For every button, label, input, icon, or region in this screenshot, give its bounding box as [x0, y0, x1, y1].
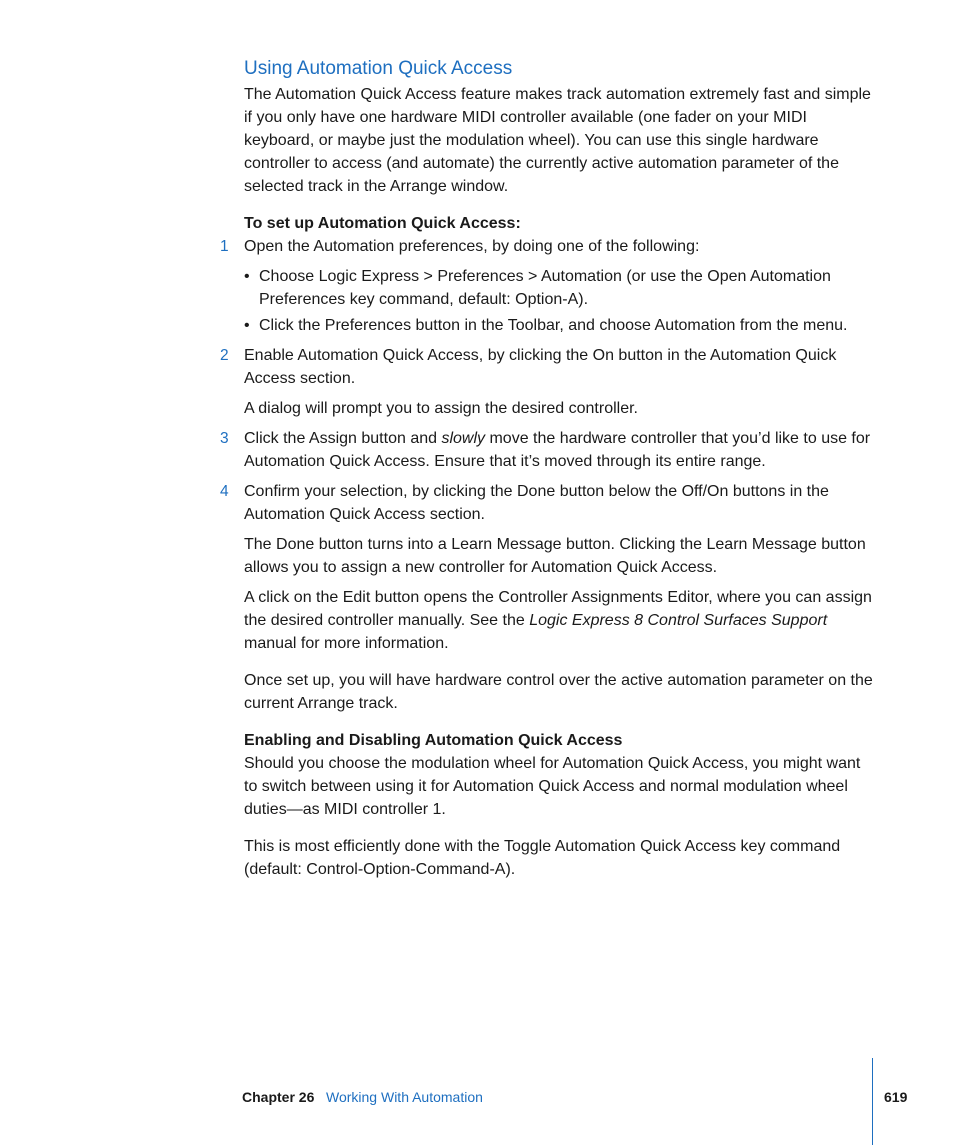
- step-1-text: Open the Automation preferences, by doing one of the following:: [244, 238, 700, 255]
- enable-paragraph-2: This is most efficiently done with the Toggle Automation Quick Access key command (default: Control-Option-Command-A).: [244, 838, 841, 878]
- footer-chapter-label: Chapter 26: [242, 1089, 315, 1105]
- intro-paragraph: The Automation Quick Access feature makes track automation extremely fast and simple if you only have one hardware MIDI controller available (one fader on your MIDI keyboard, or maybe just the modulation wheel). You can use this single hardware controller to access (and automate) the currently active automation parameter of the selected track in the Arrange window.: [244, 86, 871, 195]
- step-3-text-before: Click the Assign button and: [244, 430, 442, 447]
- bullet-marker: •: [244, 317, 250, 334]
- step-4-result-1: The Done button turns into a Learn Message button. Clicking the Learn Message button allows you to assign a new controller for Automation Quick Access.: [244, 536, 866, 576]
- bullet-item-1: Choose Logic Express > Preferences > Automation (or use the Open Automation Preferences key command, default: Option-A).: [259, 268, 831, 308]
- step-4-result-2-before: A click on the Edit button opens the Controller Assignments Editor, where you can assign the desired controller manually. See the: [244, 589, 872, 629]
- step-number-4: 4: [220, 483, 229, 500]
- step-3-text: [244, 427, 874, 473]
- enable-paragraph-1: Should you choose the modulation wheel for Automation Quick Access, you might want to switch between using it for Automation Quick Access and normal modulation wheel duties—as MIDI controller 1.: [244, 755, 861, 818]
- once-setup-paragraph: Once set up, you will have hardware control over the active automation parameter on the current Arrange track.: [244, 672, 873, 712]
- bullet-item-2: Click the Preferences button in the Toolbar, and choose Automation from the menu.: [259, 317, 848, 334]
- section-heading: Using Automation Quick Access: [244, 58, 513, 79]
- step-2-text: Enable Automation Quick Access, by clicking the On button in the Automation Quick Access section.: [244, 347, 837, 387]
- step-4-result-2-after: manual for more information.: [244, 635, 449, 652]
- step-4-text: Confirm your selection, by clicking the Done button below the Off/On buttons in the Automation Quick Access section.: [244, 483, 829, 523]
- step-number-3: 3: [220, 430, 229, 447]
- setup-heading: To set up Automation Quick Access:: [244, 215, 521, 232]
- footer-chapter-title: Working With Automation: [326, 1089, 483, 1105]
- bullet-marker: •: [244, 268, 250, 285]
- step-3-text-italic: slowly: [441, 430, 486, 447]
- step-number-2: 2: [220, 347, 229, 364]
- step-number-1: 1: [220, 238, 229, 255]
- step-4-result-2: [244, 586, 874, 655]
- footer-divider: [872, 1058, 873, 1145]
- step-2-result: A dialog will prompt you to assign the desired controller.: [244, 400, 638, 417]
- page-number: 619: [884, 1089, 908, 1105]
- enable-disable-heading: Enabling and Disabling Automation Quick Access: [244, 732, 623, 749]
- manual-title-reference: Logic Express 8 Control Surfaces Support: [529, 612, 828, 629]
- step-3-text-after: move the hardware controller that you’d like to use for Automation Quick Access. Ensure that it’s moved through its entire range.: [244, 430, 871, 470]
